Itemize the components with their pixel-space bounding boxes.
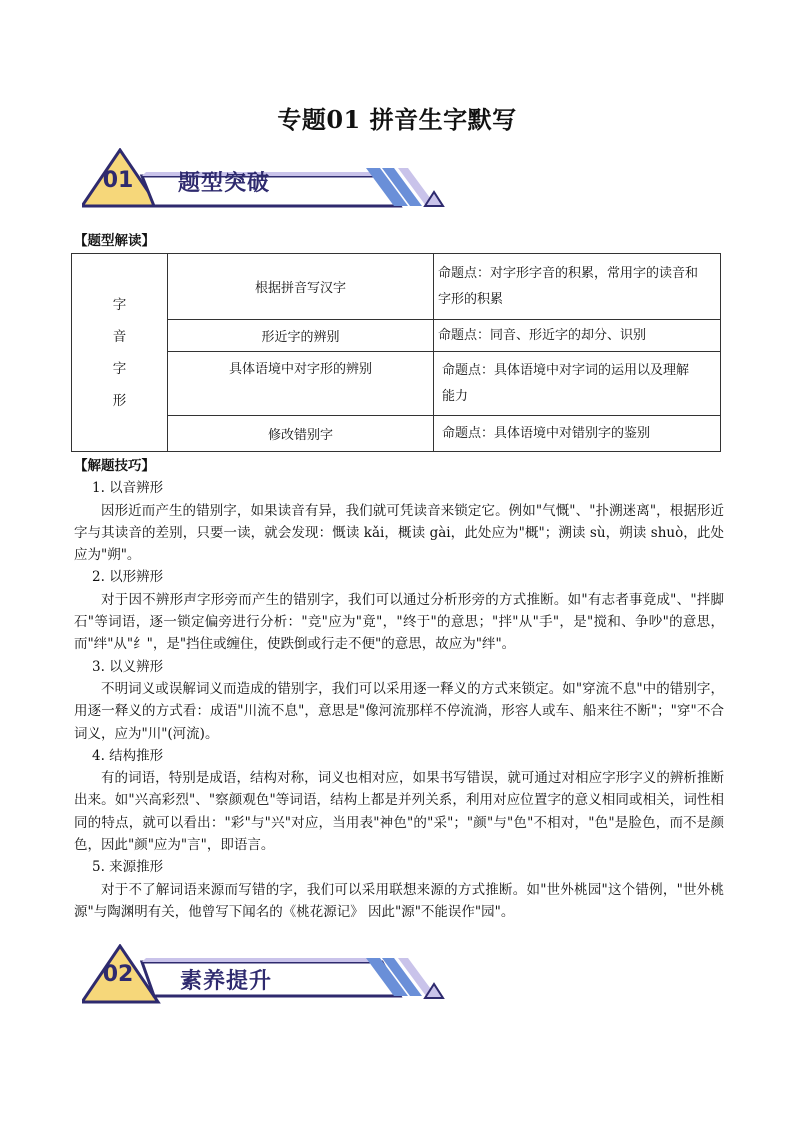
type-desc-cell: [434, 320, 721, 352]
type-desc-cell: [434, 254, 721, 320]
tip-body: 不明词义或误解词义而造成的错别字，我们可以采用逐一释义的方式来锁定。如"穿流不息"中的错别字，用逐一释义的方式看：成语"川流不息"，意思是"像河流那样不停流淌，形容人或车、船来往不断"；"穿"不合词义，应为"川"(河流)。: [74, 680, 724, 742]
page-title: 专题01 拼音生字默写: [277, 105, 517, 134]
desc-line: 命题点：具体语境中对错别字的鉴别: [442, 425, 651, 441]
section-banner-2: [82, 944, 452, 1014]
table-row: [72, 416, 721, 452]
table-row: [72, 352, 721, 416]
section-banner-1: [82, 148, 452, 218]
banner-label: 素养提升: [180, 969, 273, 994]
category-char: 字: [112, 360, 127, 377]
tip-body: 因形近而产生的错别字，如果读音有异，我们就可凭读音来锁定它。例如"气慨"、"扑溯迷离"，根据形近字与其读音的差别，只要一读，就会发现：慨读 kǎi，概读 gài，此处应为"概"；溯读 sù，朔读 shuò，此处应为"朔"。: [74, 502, 724, 564]
tip-heading: 5. 来源推形: [92, 859, 164, 876]
type-desc-cell: [434, 352, 721, 416]
tips-heading: 【解题技巧】: [74, 458, 155, 474]
type-name-cell: 根据拼音写汉字: [168, 254, 434, 320]
category-char: 形: [112, 392, 127, 409]
desc-line: 字形的积累: [438, 291, 504, 307]
tips-section: [74, 455, 724, 923]
type-name-cell: 具体语境中对字形的辨别: [168, 352, 434, 416]
tip-heading: 1. 以音辨形: [92, 480, 164, 497]
category-char: 音: [112, 328, 127, 345]
tip-heading: 2. 以形辨形: [92, 569, 164, 586]
desc-line: 命题点：具体语境中对字词的运用以及理解: [442, 362, 690, 378]
tip-body: 有的词语，特别是成语，结构对称，词义也相对应，如果书写错误，就可通过对相应字形字义的辨析推断出来。如"兴高彩烈"、"察颜观色"等词语，结构上都是并列关系，利用对应位置字的意义相同或相关，词性相同的特点，就可以看出："彩"与"兴"对应，当用表"神色"的"采"；"颜"与"色"不相对，"色"是脸色，而不是颜色，因此"颜"应为"言"，即语言。: [74, 770, 724, 854]
banner-label: 题型突破: [178, 171, 271, 196]
type-desc-cell: [434, 416, 721, 452]
type-name-cell: 形近字的辨别: [168, 320, 434, 352]
question-type-table: [71, 253, 721, 452]
tip-heading: 3. 以义辨形: [92, 658, 164, 675]
type-name-cell: 修改错别字: [168, 416, 434, 452]
banner-number: 02: [102, 962, 134, 987]
tip-body: 对于因不辨形声字形旁而产生的错别字，我们可以通过分析形旁的方式推断。如"有志者事竟成"、"拌脚石"等词语，逐一锁定偏旁进行分析："竞"应为"竟"，"终于"的意思；"拌"从"手"，是"搅和、争吵"的意思，而"绊"从"纟"，是"挡住或缠住，使跌倒或行走不便"的意思，故应为"绊"。: [74, 591, 724, 653]
section-label: 【题型解读】: [74, 233, 155, 249]
desc-line: 命题点：同音、形近字的却分、识别: [438, 327, 647, 343]
desc-line: 命题点：对字形字音的积累，常用字的读音和: [438, 265, 699, 281]
table-row: [72, 320, 721, 352]
tip-heading: 4. 结构推形: [92, 747, 164, 764]
category-char: 字: [112, 296, 127, 313]
banner-number: 01: [102, 168, 134, 193]
tip-body: 对于不了解词语来源而写错的字，我们可以采用联想来源的方式推断。如"世外桃园"这个错例，"世外桃源"与陶渊明有关，他曾写下闻名的《桃花源记》 因此"源"不能误作"园"。: [74, 881, 724, 920]
table-row: [72, 254, 721, 320]
desc-line: 能力: [442, 388, 469, 404]
category-cell: [72, 254, 168, 452]
